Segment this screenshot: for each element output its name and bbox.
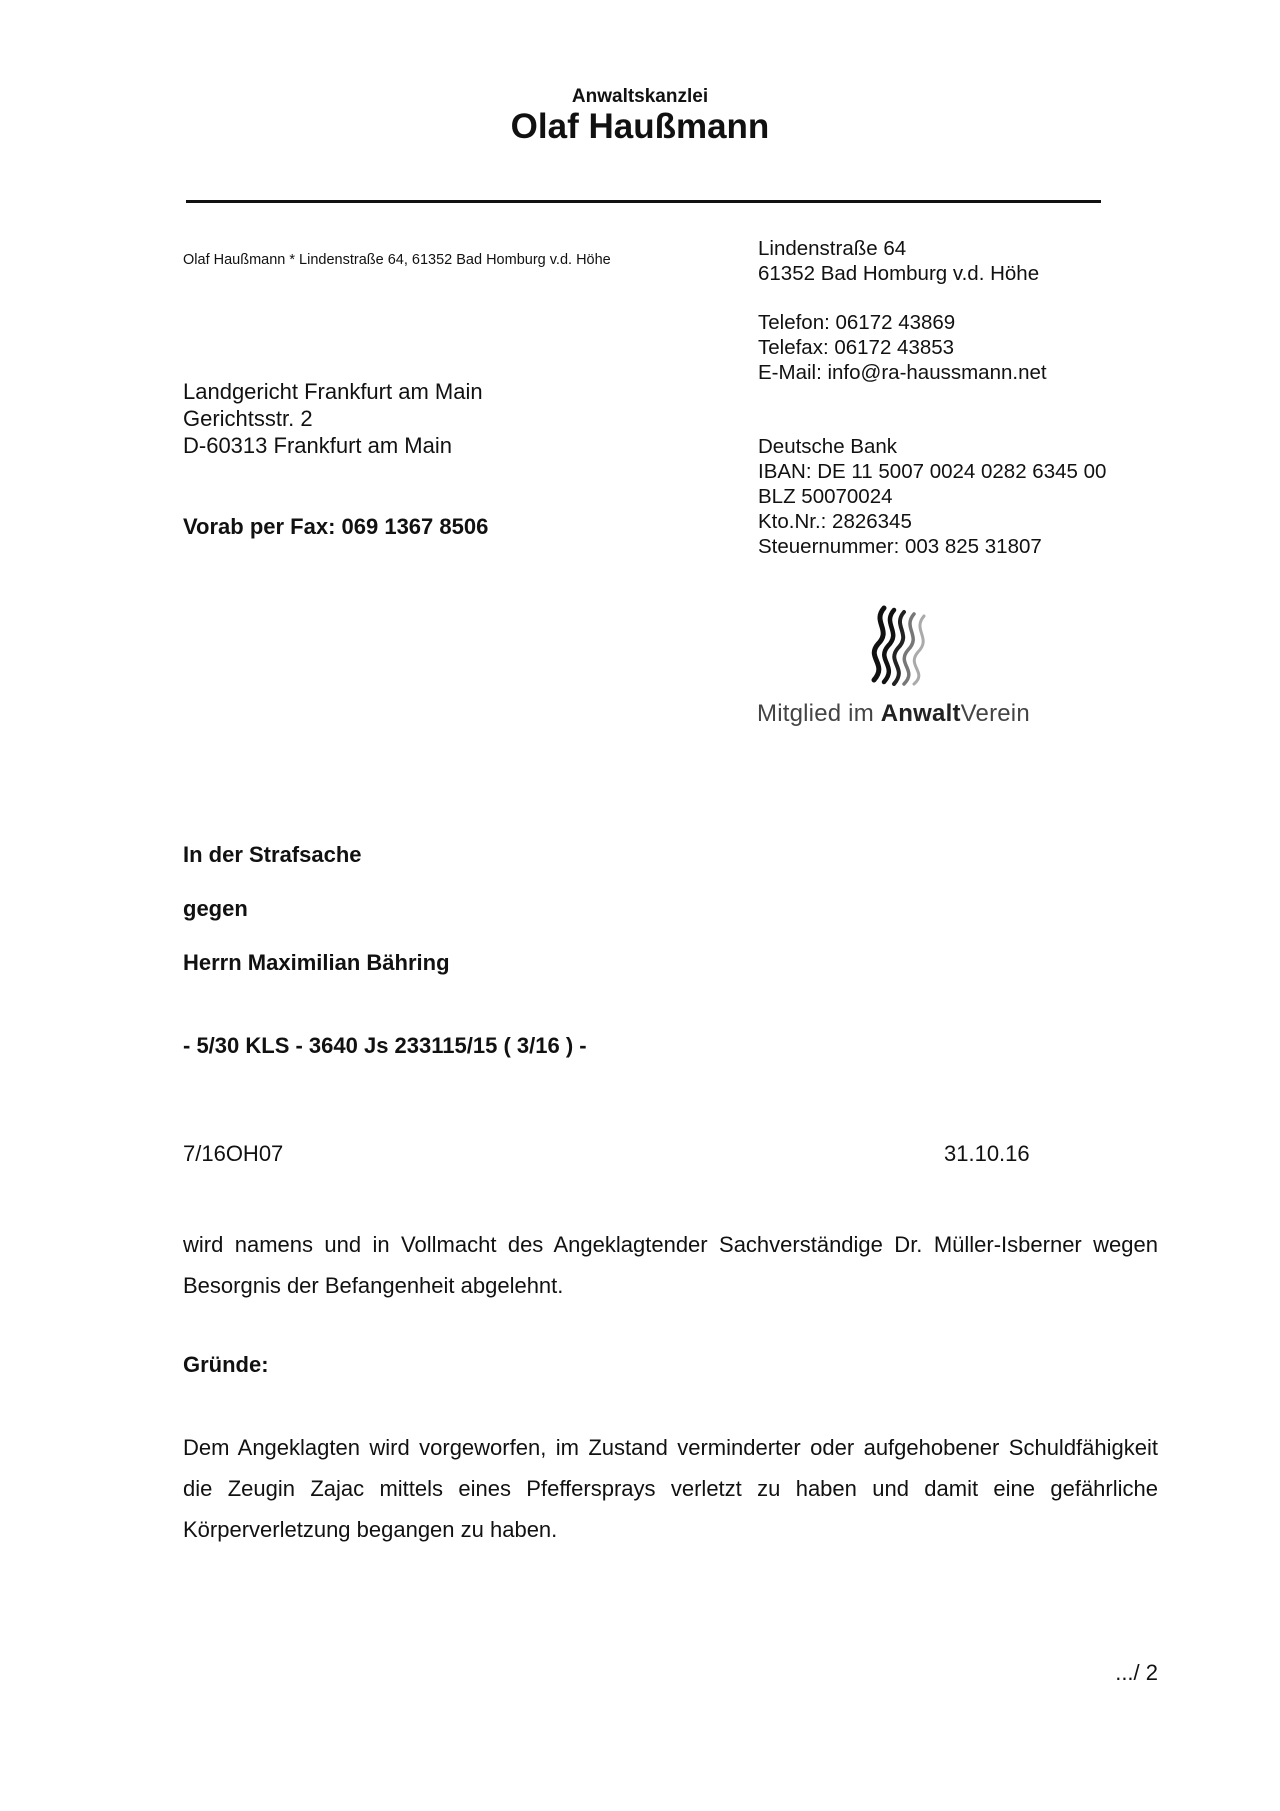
section-heading: Gründe: (183, 1352, 269, 1377)
case-against: gegen (183, 896, 248, 921)
contact-line: 61352 Bad Homburg v.d. Höhe (758, 262, 1040, 285)
bank-blz: BLZ 50070024 (758, 485, 893, 508)
contact-phone-block (758, 310, 1047, 385)
recipient-line: D-60313 Frankfurt am Main (183, 433, 452, 458)
body-paragraph: wird namens und in Vollmacht des Angeklagtender Sachverständige Dr. Müller-Isberner wegen Besorgnis der Befangenheit abgelehnt. (183, 1232, 1158, 1298)
anwaltverein-logo-icon (866, 604, 936, 686)
bank-iban: IBAN: DE 11 5007 0024 0282 6345 00 (758, 460, 1107, 483)
case-title: In der Strafsache (183, 842, 362, 867)
logo-text-suffix: Verein (960, 700, 1030, 727)
contact-bank-block (758, 434, 1106, 559)
contact-email: E-Mail: info@ra-haussmann.net (758, 361, 1047, 384)
letterhead-name: Olaf Haußmann (510, 107, 770, 146)
recipient-line: Gerichtsstr. 2 (183, 406, 313, 431)
contact-address (758, 236, 1039, 286)
anwaltverein-membership-text (757, 700, 1030, 728)
bank-name: Deutsche Bank (758, 435, 898, 458)
recipient-line: Landgericht Frankfurt am Main (183, 379, 483, 404)
contact-phone: Telefon: 06172 43869 (758, 311, 956, 334)
tax-number: Steuernummer: 003 825 31807 (758, 535, 1042, 558)
letter-date: 31.10.16 (944, 1141, 1030, 1166)
sender-return-address: Olaf Haußmann * Lindenstraße 64, 61352 Bad Homburg v.d. Höhe (183, 252, 611, 268)
case-defendant: Herrn Maximilian Bähring (183, 950, 450, 975)
logo-text-prefix: Mitglied im (757, 700, 881, 727)
logo-text-bold: Anwalt (880, 700, 961, 727)
letterhead-label: Anwaltskanzlei (571, 86, 709, 107)
page-continuation: .../ 2 (1115, 1660, 1158, 1685)
bank-account: Kto.Nr.: 2826345 (758, 510, 912, 533)
contact-line: Lindenstraße 64 (758, 237, 907, 260)
header-divider (186, 200, 1101, 203)
recipient-address (183, 378, 483, 459)
case-reference: - 5/30 KLS - 3640 Js 233115/15 ( 3/16 ) - (183, 1033, 587, 1058)
body-paragraph: Dem Angeklagten wird vorgeworfen, im Zustand verminderter oder aufgehobener Schuldfähigkeit die Zeugin Zajac mittels eines Pfeffersprays verletzt zu haben und damit eine gefährliche Körperverletzung begangen zu haben. (183, 1435, 1158, 1542)
internal-reference: 7/16OH07 (183, 1141, 284, 1166)
contact-fax: Telefax: 06172 43853 (758, 336, 955, 359)
fax-note: Vorab per Fax: 069 1367 8506 (183, 514, 489, 539)
